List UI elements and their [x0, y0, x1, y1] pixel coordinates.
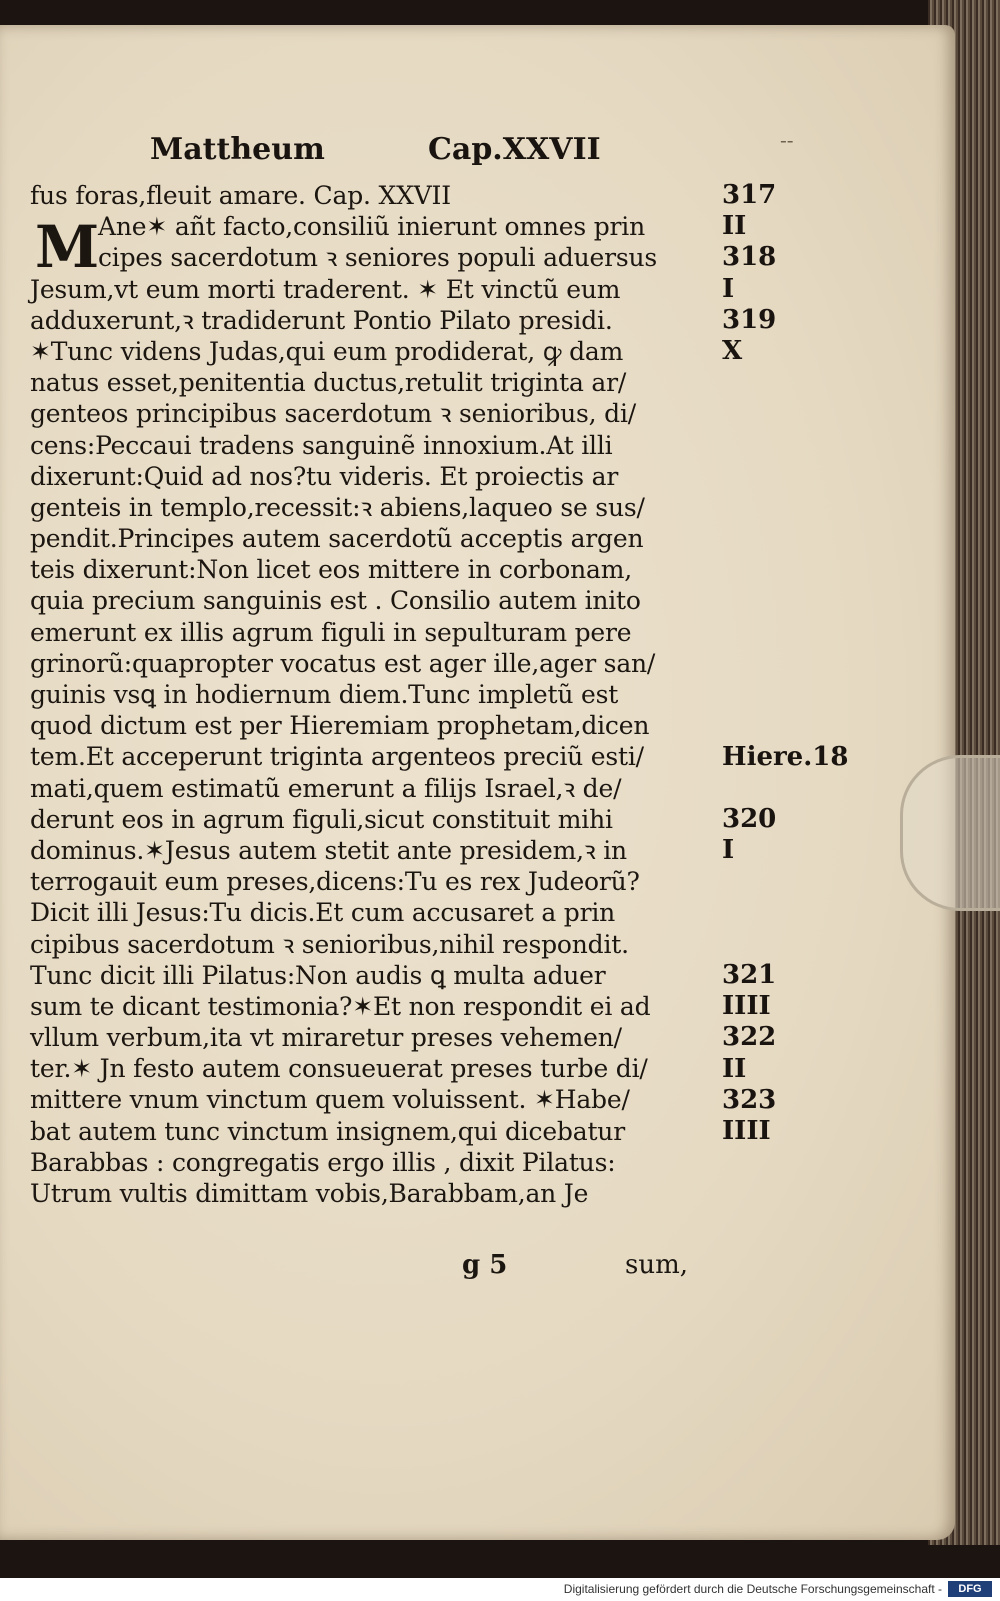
- text-line: genteos principibus sacerdotum ꝛ senioribus, di/: [30, 399, 636, 429]
- margin-number: I: [722, 273, 735, 304]
- text-line: Ane✶ añt facto,consiliũ inierunt omnes prin: [98, 212, 645, 242]
- text-line: tem.Et acceperunt triginta argenteos preciũ esti/: [30, 742, 644, 772]
- running-head-chapter: Cap.XXVII: [428, 132, 601, 167]
- running-head-left: Mattheum: [150, 132, 325, 167]
- text-line: dominus.✶Jesus autem stetit ante presidem,ꝛ in: [30, 835, 627, 865]
- margin-number: 317: [722, 180, 777, 210]
- text-line: Jesum,vt eum morti traderent. ✶ Et vinctũ eum: [30, 274, 621, 304]
- text-line: bat autem tunc vinctum insignem,qui dicebatur: [30, 1116, 625, 1146]
- margin-number: 320: [722, 804, 777, 834]
- text-line: adduxerunt,ꝛ tradiderunt Pontio Pilato presidi.: [30, 305, 613, 335]
- margin-number: IIII: [722, 1116, 771, 1146]
- margin-number: 318: [722, 242, 777, 273]
- margin-number: 322: [722, 1022, 777, 1053]
- text-line: cipes sacerdotum ꝛ seniores populi aduersus: [98, 243, 658, 273]
- margin-number: II: [722, 1053, 747, 1084]
- text-line: guinis vsꝗ in hodiernum diem.Tunc impletũ est: [30, 680, 619, 709]
- header-mark: --: [780, 128, 794, 152]
- text-line: mittere vnum vinctum quem voluissent. ✶Habe/: [30, 1085, 630, 1115]
- margin-number: I: [722, 835, 735, 866]
- text-line: emerunt ex illis agrum figuli in sepulturam pere: [30, 617, 632, 647]
- text-line: ✶Tunc videns Judas,qui eum prodiderat, ꝙ dam: [30, 336, 624, 366]
- text-line: sum te dicant testimonia?✶Et non respondit ei ad: [30, 991, 651, 1021]
- text-line: mati,quem estimatũ emerunt a filijs Israel,ꝛ de/: [30, 773, 622, 803]
- catchword: sum,: [625, 1250, 689, 1280]
- margin-number: 323: [722, 1084, 777, 1115]
- credit-text: Digitalisierung gefördert durch die Deutsche Forschungsgemeinschaft -: [563, 1582, 942, 1596]
- text-line: natus esset,penitentia ductus,retulit triginta ar/: [30, 368, 627, 398]
- text-line: Barabbas : congregatis ergo illis , dixit Pilatus:: [30, 1147, 616, 1177]
- margin-number: 319: [722, 304, 777, 335]
- text-line: Tunc dicit illi Pilatus:Non audis ꝗ multa aduer: [30, 960, 606, 990]
- text-line: genteis in templo,recessit:ꝛ abiens,laqueo se sus/: [30, 492, 645, 522]
- dfg-logo: DFG: [948, 1581, 992, 1597]
- signature-mark: g 5: [462, 1250, 508, 1280]
- margin-number: X: [722, 336, 743, 366]
- margin-number: II: [722, 211, 747, 242]
- text-line: teis dixerunt:Non licet eos mittere in corbonam,: [30, 555, 632, 585]
- text-line: terrogauit eum preses,dicens:Tu es rex Judeorũ?: [30, 867, 640, 897]
- margin-number: 321: [722, 960, 777, 990]
- margin-number: Hiere.18: [722, 741, 849, 772]
- credit-bar: [0, 1578, 1000, 1601]
- text-block: [30, 180, 720, 1209]
- text-line: grinorũ:quapropter vocatus est ager ille,ager san/: [30, 648, 656, 678]
- text-line: cipibus sacerdotum ꝛ senioribus,nihil respondit.: [30, 929, 629, 959]
- text-line: cens:Peccaui tradens sanguinẽ innoxium.At illi: [30, 430, 613, 460]
- text-line: pendit.Principes autem sacerdotũ acceptis argen: [30, 524, 644, 554]
- text-line: Dicit illi Jesus:Tu dicis.Et cum accusaret a prin: [30, 898, 616, 928]
- text-line: derunt eos in agrum figuli,sicut constituit mihi: [30, 804, 613, 834]
- page-clip: [900, 755, 1000, 911]
- text-line: quia precium sanguinis est . Consilio autem inito: [30, 586, 641, 616]
- text-line: quod dictum est per Hieremiam prophetam,dicen: [30, 711, 650, 741]
- margin-number: IIII: [722, 991, 771, 1022]
- text-line: dixerunt:Quid ad nos?tu videris. Et proiectis ar: [30, 461, 619, 491]
- drop-initial: M: [35, 213, 100, 281]
- text-line: ter.✶ Jn festo autem consueuerat preses turbe di/: [30, 1054, 648, 1084]
- text-line: fus foras,fleuit amare. Cap. XXVII: [30, 181, 451, 210]
- text-line: Utrum vultis dimittam vobis,Barabbam,an Je: [30, 1179, 589, 1208]
- text-line: vllum verbum,ita vt miraretur preses vehemen/: [30, 1023, 622, 1053]
